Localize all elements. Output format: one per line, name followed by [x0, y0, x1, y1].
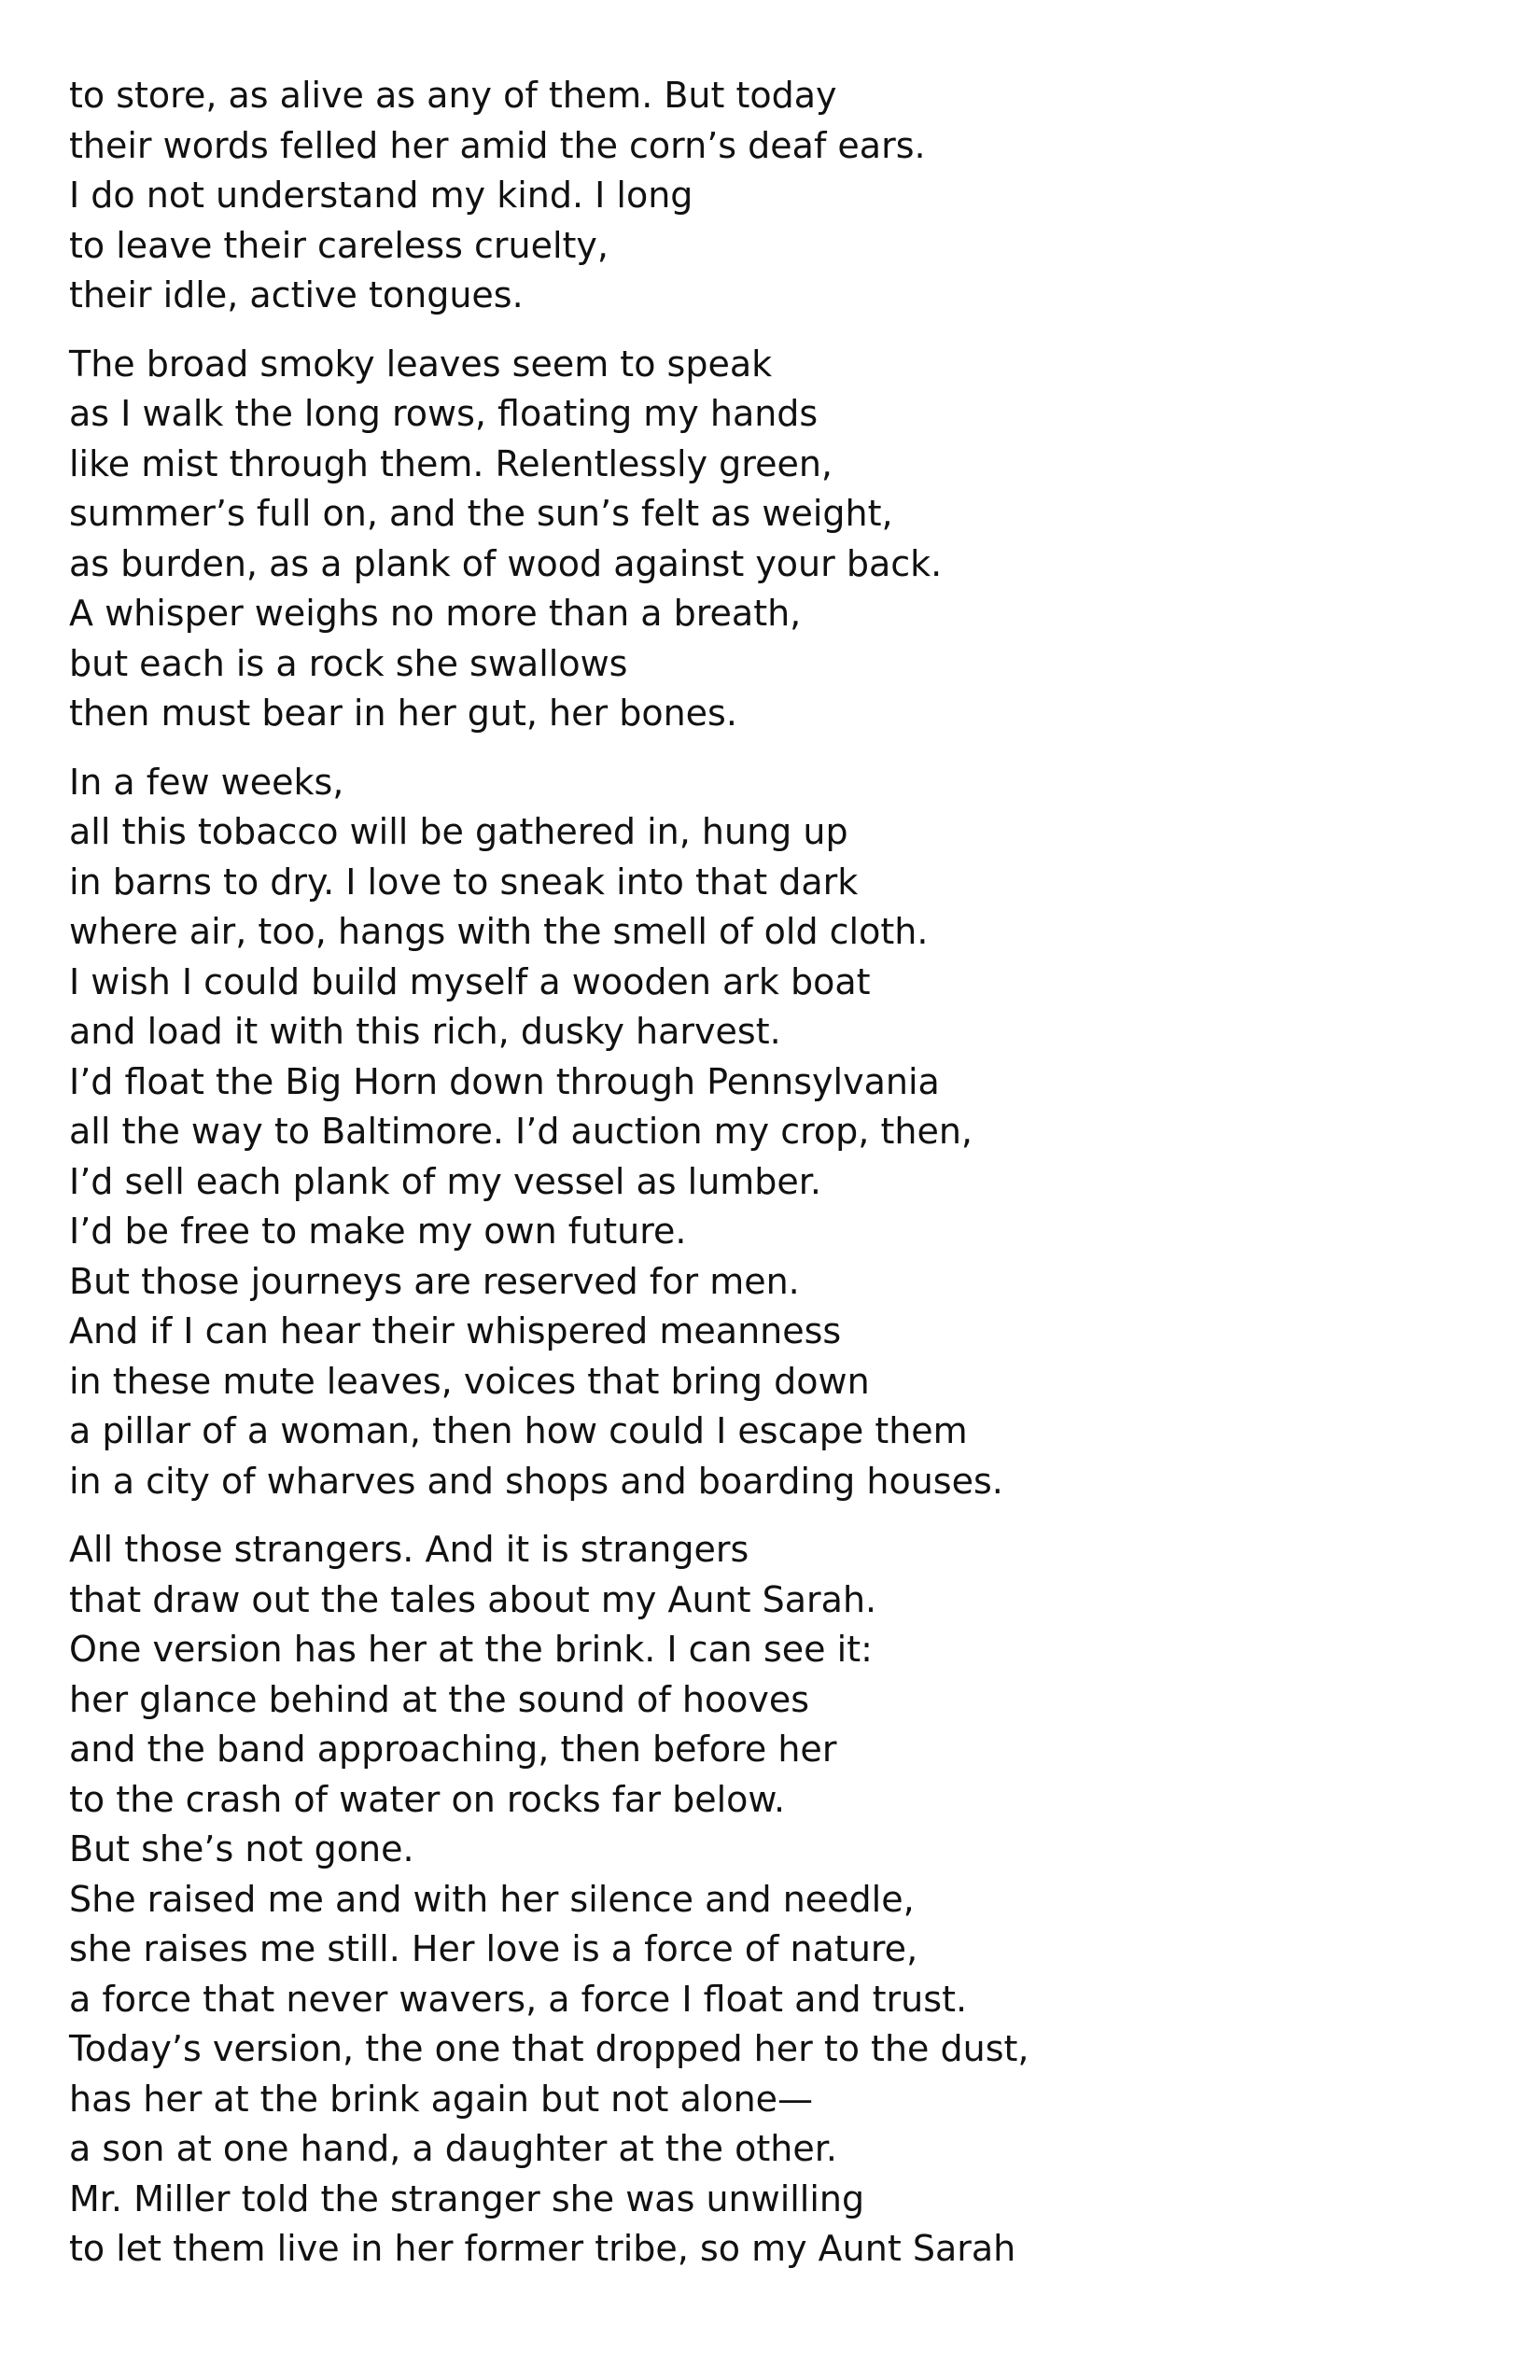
poem-line: as burden, as a plank of wood against your back. [69, 542, 943, 584]
poem-line: has her at the brink again but not alone— [69, 2078, 814, 2120]
poem-line: She raised me and with her silence and needle, [69, 1878, 915, 1920]
poem-line: And if I can hear their whispered meanness [69, 1310, 842, 1351]
stanza-4 [69, 1525, 1469, 2275]
poem-page [69, 71, 1469, 2293]
poem-line: all the way to Baltimore. I’d auction my crop, then, [69, 1111, 973, 1152]
poem-line: their idle, active tongues. [69, 274, 524, 315]
poem-line: and the band approaching, then before her [69, 1729, 837, 1770]
poem-line: Today’s version, the one that dropped her to the dust, [69, 2028, 1029, 2069]
poem-line: One version has her at the brink. I can see it: [69, 1629, 873, 1670]
poem-line: to the crash of water on rocks far below. [69, 1778, 786, 1820]
poem-line: she raises me still. Her love is a force of nature, [69, 1928, 918, 1969]
poem-line: but each is a rock she swallows [69, 642, 628, 684]
poem-line: all this tobacco will be gathered in, hung up [69, 811, 848, 852]
poem-line: that draw out the tales about my Aunt Sarah. [69, 1578, 877, 1620]
poem-line: But she’s not gone. [69, 1828, 414, 1869]
poem-line: All those strangers. And it is strangers [69, 1529, 749, 1570]
poem-line: to leave their careless cruelty, [69, 224, 609, 266]
poem-line: in these mute leaves, voices that bring down [69, 1360, 870, 1402]
poem-line: and load it with this rich, dusky harvest. [69, 1011, 781, 1052]
poem-line: summer’s full on, and the sun’s felt as weight, [69, 493, 893, 534]
poem-line: Mr. Miller told the stranger she was unwilling [69, 2177, 865, 2219]
poem-line: like mist through them. Relentlessly green, [69, 442, 833, 484]
poem-line: a force that never wavers, a force I float and trust. [69, 1978, 968, 2020]
poem-line: in a city of wharves and shops and boarding houses. [69, 1460, 1003, 1502]
poem-line: But those journeys are reserved for men. [69, 1260, 800, 1302]
poem-line: I’d float the Big Horn down through Pennsylvania [69, 1060, 940, 1102]
poem-line: in barns to dry. I love to sneak into that dark [69, 861, 859, 903]
stanza-3 [69, 758, 1469, 1507]
poem-line: a pillar of a woman, then how could I escape them [69, 1410, 968, 1451]
poem-line: to let them live in her former tribe, so my Aunt Sarah [69, 2228, 1016, 2269]
poem-line: their words felled her amid the corn’s deaf ears. [69, 124, 926, 166]
poem-line: I do not understand my kind. I long [69, 175, 693, 216]
poem-line: I’d sell each plank of my vessel as lumber. [69, 1160, 822, 1202]
stanza-2 [69, 340, 1469, 739]
poem-line: her glance behind at the sound of hooves [69, 1678, 810, 1720]
poem-line: A whisper weighs no more than a breath, [69, 593, 802, 634]
poem-line: The broad smoky leaves seem to speak [69, 343, 773, 385]
poem-line: I’d be free to make my own future. [69, 1211, 687, 1252]
poem-line: as I walk the long rows, floating my hands [69, 393, 819, 434]
poem-line: In a few weeks, [69, 761, 344, 803]
poem-line: to store, as alive as any of them. But today [69, 75, 837, 116]
poem-line: then must bear in her gut, her bones. [69, 693, 737, 734]
poem-line: I wish I could build myself a wooden ark boat [69, 960, 871, 1002]
poem-line: a son at one hand, a daughter at the other. [69, 2128, 837, 2169]
stanza-1 [69, 71, 1469, 321]
poem-line: where air, too, hangs with the smell of old cloth. [69, 911, 929, 952]
